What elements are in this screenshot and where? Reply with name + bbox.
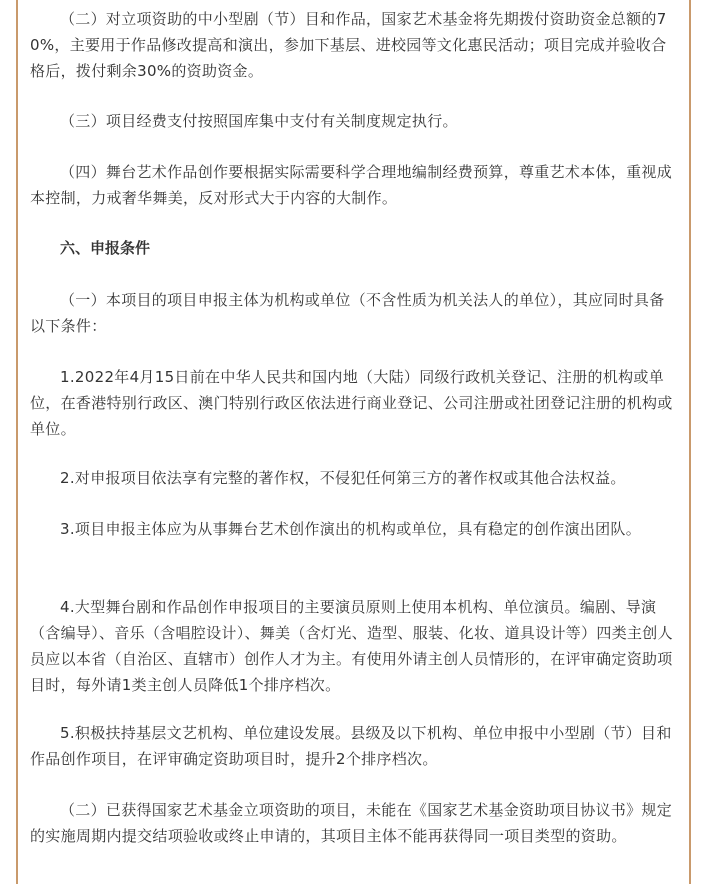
paragraph-payment-rule: （三）项目经费支付按照国库集中支付有关制度规定执行。 [60, 112, 458, 130]
paragraph-condition-3: 3.项目申报主体应为从事舞台艺术创作演出的机构或单位，具有稳定的创作演出团队。 [60, 520, 642, 538]
section-heading-application-conditions: 六、申报条件 [60, 239, 151, 257]
paragraph-condition-2: 2.对申报项目依法享有完整的著作权，不侵犯任何第三方的著作权或其他合法权益。 [60, 469, 626, 487]
paragraph-budget-requirement: （四）舞台艺术作品创作要根据实际需要科学合理地编制经费预算，尊重艺术本体，重视成本控制，力戒奢华舞美，反对形式大于内容的大制作。 [30, 163, 673, 207]
paragraph-condition-5: 5.积极扶持基层文艺机构、单位建设发展。县级及以下机构、单位申报中小型剧（节）目和作品创作项目，在评审确定资助项目时，提升2个排序档次。 [30, 724, 672, 768]
paragraph-funding-disbursement: （二）对立项资助的中小型剧（节）目和作品，国家艺术基金将先期拨付资助资金总额的70%，主要用于作品修改提高和演出，参加下基层、进校园等文化惠民活动；项目完成并验收合格后，拨付剩余30%的资助资金。 [30, 10, 667, 80]
paragraph-condition-4: 4.大型舞台剧和作品创作申报项目的主要演员原则上使用本机构、单位演员。编剧、导演（含编导）、音乐（含唱腔设计）、舞美（含灯光、造型、服装、化妆、道具设计等）四类主创人员应以本省（自治区、直辖市）创作人才为主。有使用外请主创人员情形的，在评审确定资助项目时，每外请1类主创人员降低1个排序档次。 [30, 598, 673, 694]
paragraph-funded-project-restriction: （二）已获得国家艺术基金立项资助的项目，未能在《国家艺术基金资助项目协议书》规定的实施周期内提交结项验收或终止申请的，其项目主体不能再获得同一项目类型的资助。 [30, 801, 673, 845]
paragraph-condition-1: 1.2022年4月15日前在中华人民共和国内地（大陆）同级行政机关登记、注册的机构或单位，在香港特别行政区、澳门特别行政区依法进行商业登记、公司注册或社团登记注册的机构或单位。 [30, 368, 673, 438]
left-border-rule [16, 0, 18, 884]
right-border-rule [689, 0, 691, 884]
paragraph-applicant-subject: （一）本项目的项目申报主体为机构或单位（不含性质为机关法人的单位），其应同时具备以下条件： [30, 291, 665, 335]
